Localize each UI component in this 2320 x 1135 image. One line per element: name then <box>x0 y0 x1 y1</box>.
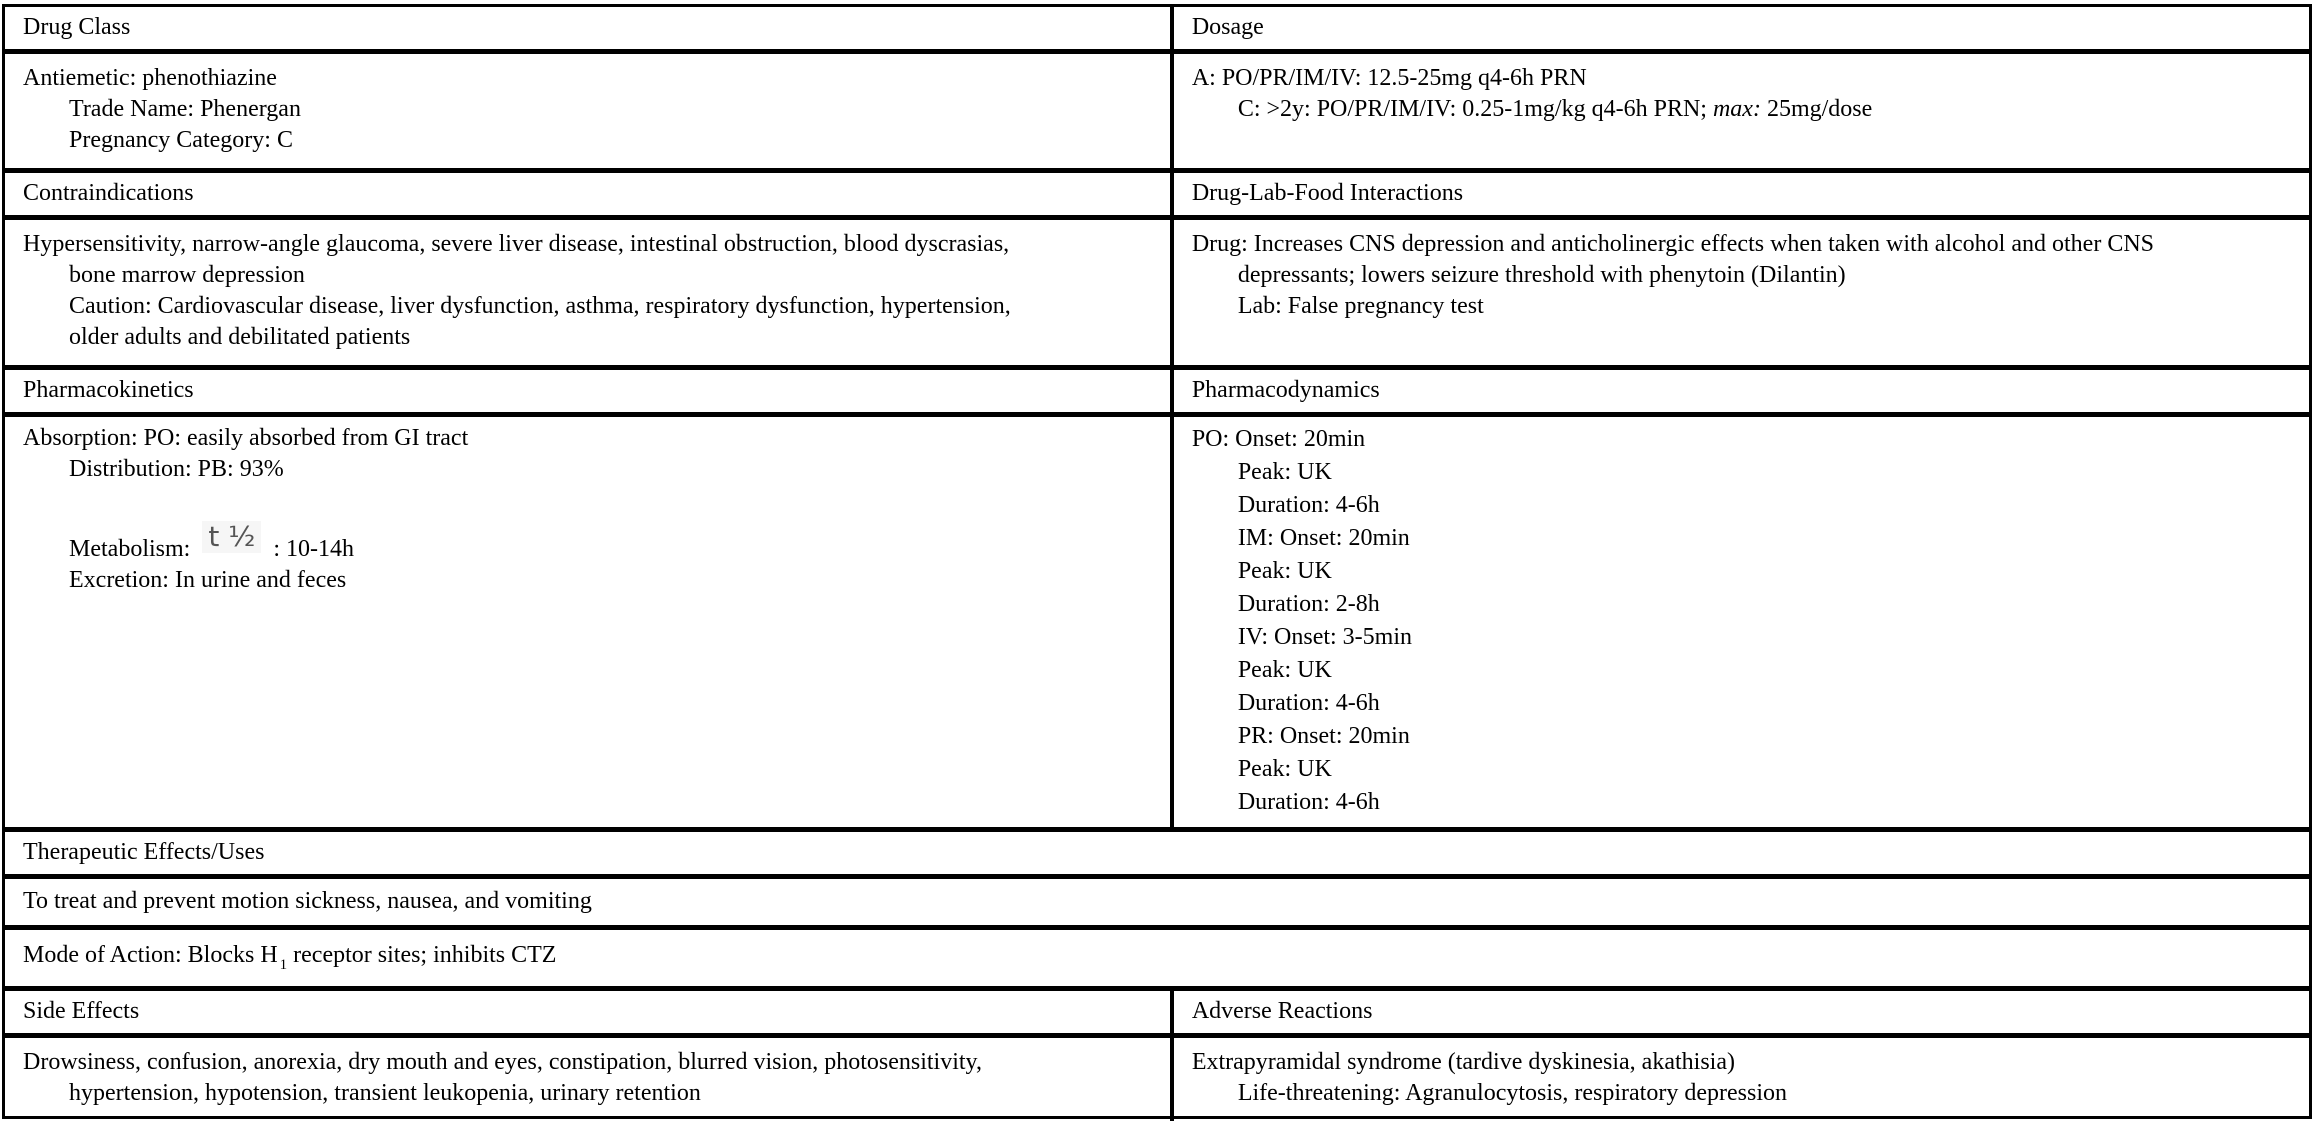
drug-class-cell <box>5 54 1174 168</box>
text-line: Mode of Action: Blocks H $_1$ receptor sites; inhibits CTZ <box>23 942 557 973</box>
text-line: PR: Onset: 20min <box>1237 723 1410 749</box>
row-header-side-adverse <box>5 986 2309 1033</box>
row-pk-pd <box>5 412 2309 827</box>
row-header-class-dosage <box>5 7 2309 49</box>
text-line: Duration: 2-8h <box>1237 591 1380 617</box>
row-header-contra-interactions <box>5 168 2309 215</box>
text-line: IV: Onset: 3-5min <box>1237 624 1413 650</box>
interactions-cell <box>1174 220 2309 365</box>
text-line: Distribution: PB: 93% <box>69 456 284 482</box>
text-line: IM: Onset: 20min <box>1237 525 1410 551</box>
text-line: Lab: False pregnancy test <box>1237 293 1484 319</box>
pharmacodynamics-cell <box>1174 417 2309 827</box>
text-line: Caution: Cardiovascular disease, liver dysfunction, asthma, respiratory dysfunction, hypertension, <box>69 293 1011 319</box>
text-line: Duration: 4-6h <box>1237 492 1380 518</box>
dosage-header: Dosage <box>1191 14 1264 40</box>
text-line: Life-threatening: Agranulocytosis, respiratory depression <box>1237 1080 1787 1106</box>
text-line: Absorption: PO: easily absorbed from GI tract <box>23 425 469 451</box>
text-line: Antiemetic: phenothiazine <box>23 65 277 91</box>
drug-reference-table <box>2 4 2312 1119</box>
therapeutic-cell <box>5 879 2309 925</box>
text-line: Excretion: In urine and feces <box>69 567 347 593</box>
text-line: Peak: UK <box>1237 756 1332 782</box>
text-line: hypertension, hypotension, transient leukopenia, urinary retention <box>69 1080 701 1106</box>
row-side-adverse <box>5 1033 2309 1121</box>
row-class-dosage <box>5 49 2309 168</box>
text-line: depressants; lowers seizure threshold with phenytoin (Dilantin) <box>1237 262 1846 288</box>
row-header-pk-pd <box>5 365 2309 412</box>
text-line: Duration: 4-6h <box>1237 690 1380 716</box>
row-header-therapeutic <box>5 827 2309 874</box>
half-life-symbol: t ½ <box>202 521 261 553</box>
adverse-reactions-cell <box>1174 1038 2309 1121</box>
text-line: Peak: UK <box>1237 558 1332 584</box>
side-effects-cell <box>5 1038 1174 1121</box>
text-line: older adults and debilitated patients <box>69 324 411 350</box>
text-line: To treat and prevent motion sickness, nausea, and vomiting <box>23 888 592 914</box>
row-mode-of-action <box>5 925 2309 986</box>
text-line: Metabolism: t ½ : 10-14h <box>69 520 355 562</box>
text-line: PO: Onset: 20min <box>1191 426 1366 452</box>
mode-of-action-cell <box>5 930 2309 986</box>
text-line: Peak: UK <box>1237 657 1332 683</box>
text-line: Pregnancy Category: C <box>69 127 293 153</box>
text-line: Duration: 4-6h <box>1237 789 1380 815</box>
text-line: Extrapyramidal syndrome (tardive dyskinesia, akathisia) <box>1191 1049 1735 1075</box>
text-line: Drowsiness, confusion, anorexia, dry mouth and eyes, constipation, blurred vision, photosensitivity, <box>23 1049 982 1075</box>
interactions-header: Drug-Lab-Food Interactions <box>1191 180 1464 206</box>
row-therapeutic <box>5 874 2309 925</box>
text-line: C: >2y: PO/PR/IM/IV: 0.25-1mg/kg q4-6h PRN; max: 25mg/dose <box>1237 96 1873 122</box>
pharmacodynamics-header: Pharmacodynamics <box>1191 377 1380 403</box>
text-line: Peak: UK <box>1237 459 1332 485</box>
therapeutic-header: Therapeutic Effects/Uses <box>23 839 265 865</box>
side-effects-header: Side Effects <box>5 991 1174 1033</box>
text-line: bone marrow depression <box>69 262 305 288</box>
contraindications-cell <box>5 220 1174 365</box>
contraindications-header: Contraindications <box>5 173 1174 215</box>
text-line: Trade Name: Phenergan <box>69 96 301 122</box>
dosage-cell <box>1174 54 2309 168</box>
adverse-reactions-header: Adverse Reactions <box>1191 998 1373 1024</box>
pharmacokinetics-cell <box>5 417 1174 827</box>
text-line: Hypersensitivity, narrow-angle glaucoma, severe liver disease, intestinal obstruction, blood dyscrasias, <box>23 231 1010 257</box>
pharmacokinetics-header: Pharmacokinetics <box>5 370 1174 412</box>
row-contra-interactions <box>5 215 2309 365</box>
text-line: Drug: Increases CNS depression and anticholinergic effects when taken with alcohol and other CNS <box>1191 231 2155 257</box>
text-line: A: PO/PR/IM/IV: 12.5-25mg q4-6h PRN <box>1191 65 1587 91</box>
drug-class-header: Drug Class <box>5 7 1174 49</box>
